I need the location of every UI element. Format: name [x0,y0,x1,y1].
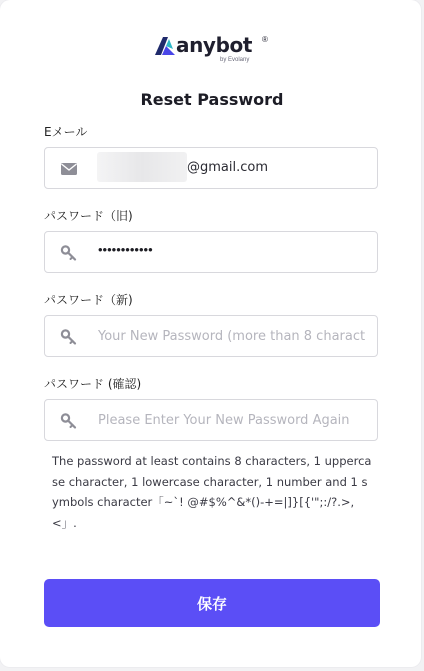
old-password-field[interactable] [44,231,378,273]
brand-registered-mark: ® [262,35,268,44]
brand-tagline: by Evolany [220,57,250,63]
brand-name: anybot [176,33,252,57]
new-password-field[interactable] [44,315,378,357]
key-icon [60,412,78,430]
email-label: Eメール [44,125,88,139]
confirm-password-input[interactable] [98,400,365,440]
anybot-logo [155,34,275,66]
confirm-password-label: パスワード (確認) [44,377,142,391]
old-password-label: パスワード（旧) [44,209,133,223]
password-requirements-hint: The password at least contains 8 characters, 1 uppercase character, 1 lowercase character, 1 number and 1 symbols character「~`! @#$%^&*()-+=|]}[{'";:/?.>,<」. [52,454,372,530]
envelope-icon [60,160,78,178]
key-icon [60,328,78,346]
new-password-input[interactable] [98,316,365,356]
save-button[interactable]: 保存 [44,579,380,627]
confirm-password-field[interactable] [44,399,378,441]
key-icon [60,244,78,262]
email-domain-text: @gmail.com [187,160,269,175]
anybot-logo-mark-icon [155,37,175,55]
email-field[interactable] [44,147,378,189]
page-title: Reset Password [140,90,284,109]
redacted-email-username [97,152,187,182]
old-password-masked-value: •••••••••••• [98,242,153,257]
new-password-label: パスワード（新) [44,293,133,307]
